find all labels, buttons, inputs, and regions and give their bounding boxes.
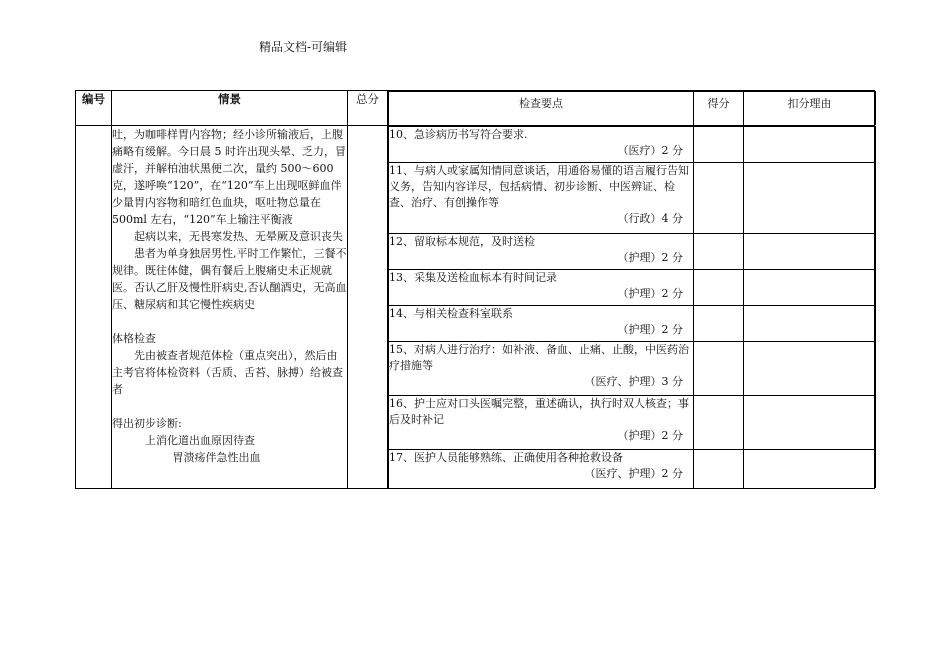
reason-cell [744, 396, 876, 450]
header-right-group [388, 91, 875, 126]
check-item-points: （医疗）2 分 [617, 144, 683, 157]
check-item-points: （护理）2 分 [617, 323, 683, 336]
check-item-row [389, 270, 876, 306]
reason-cell [744, 163, 876, 234]
reason-cell [744, 450, 876, 488]
score-cell [694, 270, 744, 306]
watermark-text: 精品文档-可编辑 [259, 40, 348, 54]
check-item-text: 10、急诊病历书写符合要求. [389, 128, 528, 141]
check-item-row [389, 396, 876, 450]
check-item-text: 11、与病人或家属知情同意谈话，用通俗易懂的语言履行告知义务，告知内容详尽，包括病情、初步诊断、中医辨证、检查、治疗、有创操作等 [389, 164, 689, 209]
header-scenario: 情景 [112, 91, 348, 126]
exam-title: 体格检查 [112, 332, 156, 345]
header-row [76, 91, 875, 126]
diagnosis-title: 得出初步诊断: [112, 417, 182, 430]
check-item-points: （护理）2 分 [617, 429, 683, 442]
check-item-points: （护理）2 分 [617, 287, 683, 300]
scenario-cell [112, 126, 348, 489]
check-item-row [389, 342, 876, 396]
header-total: 总分 [348, 91, 388, 126]
check-item-points: （行政）4 分 [617, 212, 683, 225]
number-cell [76, 126, 112, 489]
score-cell [694, 234, 744, 270]
header-score: 得分 [694, 92, 744, 126]
check-item-points: （医疗、护理）2 分 [584, 467, 683, 480]
check-item-row [389, 450, 876, 488]
header-deduction-reason: 扣分理由 [744, 92, 876, 126]
check-item-row [389, 234, 876, 270]
check-item-text: 16、护士应对口头医嘱完整，重述确认，执行时双人核查；事后及时补记 [389, 397, 689, 426]
reason-cell [744, 127, 876, 163]
score-cell [694, 163, 744, 234]
check-item-text: 15、对病人进行治疗：如补液、备血、止痛、止酸，中医药治疗措施等 [389, 343, 689, 372]
check-item-text: 13、采集及送检血标本有时间记录 [389, 271, 557, 284]
check-item-row [389, 306, 876, 342]
score-cell [694, 342, 744, 396]
score-cell [694, 450, 744, 488]
header-number: 编号 [76, 91, 112, 126]
content-row [76, 126, 875, 489]
check-points-cell [388, 126, 875, 489]
check-item-text: 14、与相关检查科室联系 [389, 307, 513, 320]
reason-cell [744, 234, 876, 270]
check-item-points: （护理）2 分 [617, 251, 683, 264]
check-item-points: （医疗、护理）3 分 [584, 375, 683, 388]
score-cell [694, 127, 744, 163]
reason-cell [744, 270, 876, 306]
check-items-table [388, 126, 876, 488]
reason-cell [744, 306, 876, 342]
assessment-table [75, 90, 875, 489]
diagnosis-2: 胃溃疡伴急性出血 [172, 451, 261, 464]
total-cell [348, 126, 388, 489]
check-item-text: 17、医护人员能够熟练、正确使用各种抢救设备 [389, 451, 623, 464]
diagnosis-1: 上消化道出血原因待查 [145, 434, 255, 447]
scenario-paragraph-1: 吐，为咖啡样胃内容物；经小诊所输液后，上腹痛略有缓解。今日晨 5 时许出现头晕、乏力，冒虚汗，并解柏油状黑便二次，量约 500～600 克，遂呼唤“120”，在“120”车上出现呕鲜血伴少量胃内容物和暗红色血块，呕吐物总量在500ml 左右，“120”车上输注平衡液 [112, 128, 346, 226]
score-cell [694, 306, 744, 342]
scenario-paragraph-3: 患者为单身独居男性,平时工作繁忙，三餐不规律。既往体健，偶有餐后上腹痛史未正规就医。否认乙肝及慢性肝病史,否认酗酒史，无高血压、糖尿病和其它慢性疾病史 [112, 247, 347, 311]
score-cell [694, 396, 744, 450]
exam-text: 先由被查者规范体检（重点突出），然后由主考官将体检资料（舌质、舌苔、脉搏）给被查者 [112, 349, 343, 396]
reason-cell [744, 342, 876, 396]
check-item-text: 12、留取标本规范，及时送检 [389, 235, 535, 248]
check-item-row [389, 163, 876, 234]
check-item-row [389, 127, 876, 163]
header-check-points: 检查要点 [389, 92, 694, 126]
scenario-paragraph-2: 起病以来，无畏寒发热、无晕厥及意识丧失 [134, 230, 343, 243]
